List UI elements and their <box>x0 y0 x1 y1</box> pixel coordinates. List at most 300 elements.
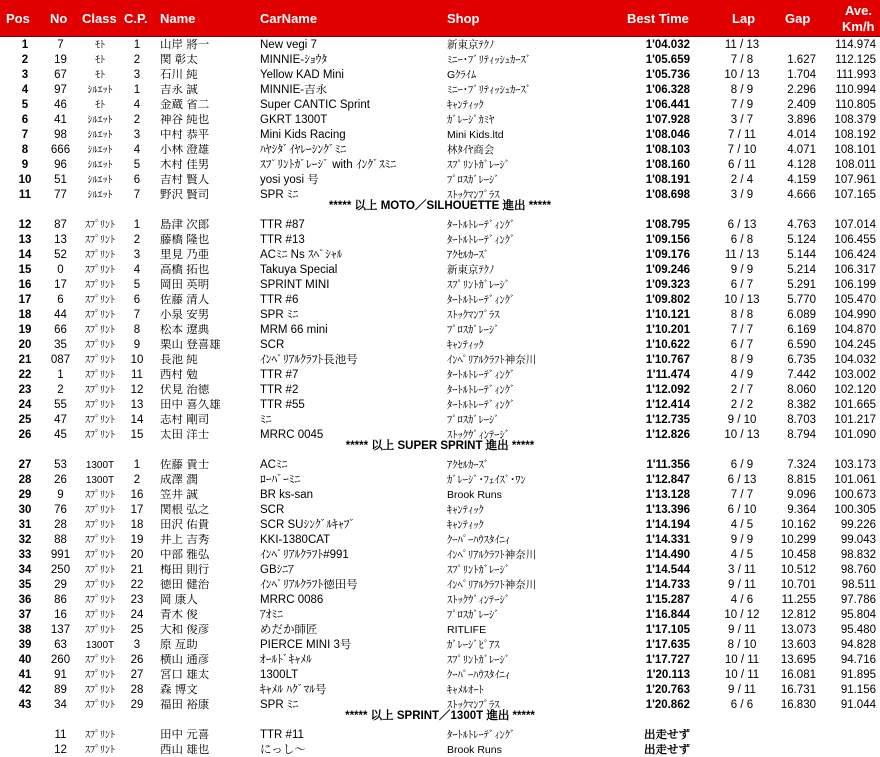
class-cell: ｼﾙｴｯﾄ <box>87 115 113 126</box>
position-cell: 38 <box>18 624 32 636</box>
average-speed-cell: 103.002 <box>834 369 876 381</box>
car-number-cell: 96 <box>54 159 67 171</box>
car-name-cell: ｽﾌﾟﾘﾝﾄｶﾞﾚｰｼﾞ with ｲﾝｸﾞｽﾐﾆ <box>260 159 397 171</box>
driver-name-cell: 中村 恭平 <box>160 129 210 141</box>
class-position-cell: 16 <box>130 489 144 501</box>
gap-cell: 9.096 <box>787 489 816 501</box>
best-time-cell: 1'08.698 <box>645 189 690 201</box>
driver-name-cell: 徳田 健治 <box>160 579 210 591</box>
class-position-cell: 6 <box>133 174 141 186</box>
header-pos: Pos <box>6 11 30 26</box>
header-shop: Shop <box>447 11 480 26</box>
driver-name-cell: 吉村 賢人 <box>160 174 210 186</box>
car-name-cell: ｲﾝﾍﾟﾘｱﾙｸﾗﾌﾄ徳田号 <box>260 579 358 591</box>
shop-cell: ｶﾞﾚｰｼﾞﾋﾟｱｽ <box>447 639 500 651</box>
class-cell: ｽﾌﾟﾘﾝﾄ <box>85 220 115 231</box>
average-speed-cell: 100.673 <box>834 489 876 501</box>
table-row <box>0 534 880 547</box>
driver-name-cell: 福田 裕康 <box>160 699 210 711</box>
best-time-cell: 1'06.328 <box>645 84 690 96</box>
class-cell: ｽﾌﾟﾘﾝﾄ <box>85 520 115 531</box>
average-speed-cell: 106.317 <box>834 264 876 276</box>
shop-cell: ｷｬﾝﾃｨｯｸ <box>447 99 484 111</box>
gap-cell: 8.703 <box>787 414 816 426</box>
header-best-time: Best Time <box>627 11 689 26</box>
class-position-cell: 3 <box>133 69 141 81</box>
table-row <box>0 114 880 127</box>
car-number-cell: 6 <box>57 294 64 306</box>
shop-cell: ｷｬﾝﾃｨｯｸ <box>447 519 484 531</box>
car-number-cell: 0 <box>57 264 64 276</box>
average-speed-cell: 108.101 <box>834 144 876 156</box>
average-speed-cell: 101.061 <box>834 474 876 486</box>
lap-cell: 7 / 11 <box>728 129 756 141</box>
gap-cell: 6.089 <box>787 309 816 321</box>
header-class: Class <box>82 11 117 26</box>
gap-cell: 13.073 <box>780 624 816 636</box>
best-time-cell: 1'08.191 <box>645 174 690 186</box>
best-time-cell: 1'10.201 <box>645 324 690 336</box>
car-number-cell: 12 <box>54 744 67 756</box>
class-position-cell: 9 <box>133 339 141 351</box>
shop-cell: ｽﾌﾟﾘﾝﾄｶﾞﾚｰｼﾞ <box>447 564 510 576</box>
car-number-cell: 29 <box>54 579 67 591</box>
car-name-cell: TTR #7 <box>260 369 299 381</box>
class-cell: ｼﾙｴｯﾄ <box>87 175 113 186</box>
separator-moto-silhouette <box>0 199 880 213</box>
table-row <box>0 504 880 517</box>
driver-name-cell: 成澤 潤 <box>160 474 198 486</box>
driver-name-cell: 青木 俊 <box>160 609 198 621</box>
table-row <box>0 144 880 157</box>
lap-cell: 8 / 9 <box>730 354 754 366</box>
position-cell: 25 <box>18 414 32 426</box>
driver-name-cell: 松本 遼典 <box>160 324 210 336</box>
position-cell: 42 <box>18 684 32 696</box>
average-speed-cell: 98.511 <box>841 579 876 591</box>
class-cell: ｽﾌﾟﾘﾝﾄ <box>85 565 115 576</box>
shop-cell: Brook Runs <box>447 744 502 756</box>
gap-cell: 5.144 <box>787 249 816 261</box>
class-position-cell: 17 <box>130 504 144 516</box>
car-name-cell: ﾛｰﾊﾞｰﾐﾆ <box>260 474 301 486</box>
class-position-cell: 27 <box>130 669 144 681</box>
car-name-cell: GKRT 1300T <box>260 114 328 126</box>
gap-cell: 10.512 <box>780 564 816 576</box>
best-time-cell: 1'09.246 <box>645 264 690 276</box>
lap-cell: 11 / 13 <box>724 249 760 261</box>
position-cell: 22 <box>18 369 32 381</box>
average-speed-cell: 97.786 <box>840 594 876 606</box>
average-speed-cell: 106.199 <box>834 279 876 291</box>
table-row <box>0 339 880 352</box>
average-speed-cell: 110.805 <box>835 99 876 111</box>
average-speed-cell: 108.011 <box>835 159 876 171</box>
header-carname: CarName <box>260 11 318 26</box>
class-cell: ｽﾌﾟﾘﾝﾄ <box>85 700 115 711</box>
car-name-cell: TTR #6 <box>260 294 299 306</box>
driver-name-cell: 田中 元喜 <box>160 729 210 741</box>
best-time-cell: 1'08.046 <box>645 129 690 141</box>
lap-cell: 3 / 7 <box>730 114 754 126</box>
class-cell: ｽﾌﾟﾘﾝﾄ <box>85 265 115 276</box>
shop-cell: ｱｸｾﾙｶｰｽﾞ <box>447 249 489 261</box>
car-name-cell: New vegi 7 <box>260 39 317 51</box>
car-name-cell: MRM 66 mini <box>260 324 328 336</box>
class-cell: ｽﾌﾟﾘﾝﾄ <box>85 745 115 756</box>
car-number-cell: 9 <box>57 489 64 501</box>
table-row <box>0 399 880 412</box>
lap-cell: 8 / 8 <box>730 309 754 321</box>
car-number-cell: 250 <box>50 564 71 576</box>
best-time-cell: 1'14.733 <box>645 579 690 591</box>
lap-cell: 3 / 11 <box>728 564 756 576</box>
lap-cell: 10 / 12 <box>724 609 760 621</box>
position-cell: 26 <box>18 429 32 441</box>
shop-cell: ﾌﾟﾛｽｶﾞﾚｰｼﾞ <box>447 414 500 426</box>
shop-cell: ﾌﾟﾛｽｶﾞﾚｰｼﾞ <box>447 609 500 621</box>
driver-name-cell: 中部 雅弘 <box>160 549 210 561</box>
car-name-cell: SPR ﾐﾆ <box>260 309 299 321</box>
car-name-cell: ｲﾝﾍﾟﾘｱﾙｸﾗﾌﾄ#991 <box>260 549 349 561</box>
best-time-cell: 1'14.544 <box>645 564 690 576</box>
table-row <box>0 324 880 337</box>
class-position-cell: 13 <box>130 399 144 411</box>
car-name-cell: ﾊﾔｼﾀﾞｲﾔﾚｰｼﾝｸﾞﾐﾆ <box>260 144 347 156</box>
table-row <box>0 234 880 247</box>
driver-name-cell: 井上 吉秀 <box>160 534 210 546</box>
gap-cell: 1.704 <box>787 69 816 81</box>
car-number-cell: 666 <box>50 144 71 156</box>
class-cell: ｽﾌﾟﾘﾝﾄ <box>85 490 115 501</box>
position-cell: 40 <box>18 654 32 666</box>
car-number-cell: 137 <box>50 624 71 636</box>
class-position-cell: 20 <box>130 549 144 561</box>
gap-cell: 11.255 <box>781 594 816 606</box>
best-time-cell: 1'06.441 <box>645 99 690 111</box>
class-position-cell: 12 <box>130 384 144 396</box>
average-speed-cell: 98.760 <box>840 564 876 576</box>
table-row <box>0 384 880 397</box>
driver-name-cell: 長池 純 <box>160 354 198 366</box>
class-position-cell: 2 <box>133 54 141 66</box>
table-row <box>0 594 880 607</box>
car-number-cell: 34 <box>54 699 67 711</box>
class-cell: ｽﾌﾟﾘﾝﾄ <box>85 235 115 246</box>
best-time-cell: 1'12.414 <box>645 399 690 411</box>
driver-name-cell: 森 博文 <box>160 684 198 696</box>
driver-name-cell: 田沢 佑貴 <box>160 519 210 531</box>
car-name-cell: SCR <box>260 339 285 351</box>
gap-cell: 10.299 <box>780 534 816 546</box>
class-position-cell: 1 <box>133 84 141 96</box>
shop-cell: ｽﾄｯｸｳﾞｨﾝﾃｰｼﾞ <box>447 429 510 441</box>
car-number-cell: 35 <box>54 339 67 351</box>
lap-cell: 2 / 2 <box>730 399 754 411</box>
shop-cell: ｷｬﾝﾃｨｯｸ <box>447 504 484 516</box>
position-cell: 11 <box>18 189 32 201</box>
driver-name-cell: 梅田 則行 <box>160 564 210 576</box>
position-cell: 2 <box>21 54 29 66</box>
car-number-cell: 88 <box>54 534 67 546</box>
car-number-cell: 2 <box>57 384 64 396</box>
class-position-cell: 23 <box>130 594 144 606</box>
class-position-cell: 7 <box>133 189 141 201</box>
best-time-cell: 1'04.032 <box>645 39 690 51</box>
average-speed-cell: 110.994 <box>835 84 876 96</box>
class-cell: ｽﾌﾟﾘﾝﾄ <box>85 670 115 681</box>
table-row <box>0 294 880 307</box>
driver-name-cell: 神谷 純也 <box>160 114 210 126</box>
best-time-cell: 1'14.331 <box>645 534 690 546</box>
lap-cell: 6 / 8 <box>730 234 754 246</box>
shop-cell: Gｸﾗｲﾑ <box>447 69 477 81</box>
class-cell: ｽﾌﾟﾘﾝﾄ <box>85 730 115 741</box>
class-position-cell: 1 <box>133 39 141 51</box>
gap-cell: 8.382 <box>787 399 816 411</box>
shop-cell: ﾀｰﾄﾙﾄﾚｰﾃﾞｨﾝｸﾞ <box>447 729 516 741</box>
car-name-cell: ｱｵﾐﾆ <box>260 609 283 621</box>
class-cell: ｽﾌﾟﾘﾝﾄ <box>85 610 115 621</box>
table-row <box>0 264 880 277</box>
class-position-cell: 1 <box>133 459 141 471</box>
car-name-cell: GBｼﾆｱ <box>260 564 294 576</box>
gap-cell: 4.763 <box>787 219 816 231</box>
driver-name-cell: 野沢 賢司 <box>160 189 210 201</box>
gap-cell: 4.128 <box>787 159 816 171</box>
average-speed-cell: 101.665 <box>834 399 876 411</box>
class-position-cell: 7 <box>133 309 141 321</box>
position-cell: 23 <box>18 384 32 396</box>
best-time-cell: 1'17.105 <box>645 624 690 636</box>
position-cell: 17 <box>18 294 32 306</box>
class-position-cell: 3 <box>133 129 141 141</box>
car-name-cell: KKI-1380CAT <box>260 534 331 546</box>
lap-cell: 9 / 11 <box>728 624 756 636</box>
best-time-cell: 1'07.928 <box>645 114 690 126</box>
driver-name-cell: 岡田 英明 <box>160 279 210 291</box>
car-name-cell: SPR ﾐﾆ <box>260 699 299 711</box>
table-row <box>0 654 880 667</box>
position-cell: 43 <box>18 699 32 711</box>
driver-name-cell: 大和 俊彦 <box>160 624 210 636</box>
average-speed-cell: 101.090 <box>834 429 876 441</box>
separator-text: ***** 以上 SUPER SPRINT 進出 ***** <box>345 440 535 452</box>
driver-name-cell: 佐藤 清人 <box>160 294 210 306</box>
class-position-cell: 29 <box>130 699 144 711</box>
best-time-cell: 1'10.767 <box>645 354 690 366</box>
best-time-cell: 1'08.160 <box>645 159 690 171</box>
average-speed-cell: 91.895 <box>840 669 876 681</box>
car-number-cell: 11 <box>54 729 67 741</box>
position-cell: 19 <box>18 324 32 336</box>
lap-cell: 9 / 10 <box>727 414 757 426</box>
best-time-cell: 出走せず <box>644 744 690 756</box>
gap-cell: 7.442 <box>787 369 816 381</box>
best-time-cell: 1'12.735 <box>645 414 690 426</box>
table-row <box>0 489 880 502</box>
shop-cell: ｽﾄｯｸﾏﾝﾌﾟﾗｽ <box>447 309 500 321</box>
gap-cell: 13.695 <box>780 654 816 666</box>
average-speed-cell: 112.125 <box>835 54 876 66</box>
class-cell: ｽﾌﾟﾘﾝﾄ <box>85 505 115 516</box>
driver-name-cell: 高橋 拓也 <box>160 264 210 276</box>
best-time-cell: 1'13.128 <box>645 489 690 501</box>
class-cell: ｽﾌﾟﾘﾝﾄ <box>85 415 115 426</box>
position-cell: 27 <box>18 459 32 471</box>
car-name-cell: PIERCE MINI 3号 <box>260 639 352 651</box>
lap-cell: 3 / 9 <box>730 189 754 201</box>
class-cell: ｼﾙｴｯﾄ <box>87 160 113 171</box>
shop-cell: ｶﾞﾚｰｼﾞｶﾐﾔ <box>447 114 495 126</box>
lap-cell: 6 / 6 <box>730 699 754 711</box>
class-position-cell: 19 <box>130 534 144 546</box>
driver-name-cell: 石川 純 <box>160 69 198 81</box>
class-position-cell: 26 <box>130 654 144 666</box>
lap-cell: 11 / 13 <box>724 39 760 51</box>
shop-cell: ﾀｰﾄﾙﾄﾚｰﾃﾞｨﾝｸﾞ <box>447 384 516 396</box>
driver-name-cell: 藤橋 隆也 <box>160 234 210 246</box>
position-cell: 20 <box>18 339 32 351</box>
class-cell: ｽﾌﾟﾘﾝﾄ <box>85 325 115 336</box>
lap-cell: 10 / 11 <box>724 669 760 681</box>
car-number-cell: 77 <box>54 189 67 201</box>
average-speed-cell: 101.217 <box>834 414 876 426</box>
position-cell: 16 <box>18 279 32 291</box>
class-cell: ﾓﾄ <box>95 55 105 66</box>
gap-cell: 6.590 <box>787 339 816 351</box>
position-cell: 32 <box>18 534 32 546</box>
position-cell: 35 <box>18 579 32 591</box>
position-cell: 21 <box>18 354 32 366</box>
header-ave-unit: Km/h <box>842 19 875 34</box>
driver-name-cell: 関根 弘之 <box>160 504 210 516</box>
class-cell: ｽﾌﾟﾘﾝﾄ <box>85 400 115 411</box>
shop-cell: ｽﾌﾟﾘﾝﾄｶﾞﾚｰｼﾞ <box>447 279 510 291</box>
car-number-cell: 45 <box>54 429 67 441</box>
gap-cell: 2.409 <box>787 99 816 111</box>
average-speed-cell: 107.165 <box>834 189 876 201</box>
shop-cell: ﾐﾆｰ･ﾌﾞﾘﾃｨｯｼｭｶｰｽﾞ <box>447 54 531 66</box>
class-cell: ｽﾌﾟﾘﾝﾄ <box>85 385 115 396</box>
shop-cell: ｽﾌﾟﾘﾝﾄｶﾞﾚｰｼﾞ <box>447 654 510 666</box>
class-cell: ﾓﾄ <box>95 40 105 51</box>
car-name-cell: にっし～ <box>260 744 306 756</box>
car-number-cell: 47 <box>54 414 67 426</box>
car-name-cell: TTR #11 <box>260 729 304 741</box>
car-number-cell: 86 <box>54 594 67 606</box>
shop-cell: ﾀｰﾄﾙﾄﾚｰﾃﾞｨﾝｸﾞ <box>447 294 516 306</box>
driver-name-cell: 栗山 登喜雄 <box>160 339 221 351</box>
position-cell: 8 <box>21 144 29 156</box>
gap-cell: 10.701 <box>780 579 816 591</box>
car-number-cell: 89 <box>54 684 67 696</box>
class-cell: ﾓﾄ <box>95 100 105 111</box>
driver-name-cell: 小泉 安男 <box>160 309 210 321</box>
gap-cell: 8.060 <box>787 384 816 396</box>
position-cell: 4 <box>21 84 29 96</box>
car-name-cell: ACﾐﾆ <box>260 459 288 471</box>
best-time-cell: 1'16.844 <box>645 609 690 621</box>
class-position-cell: 10 <box>130 354 144 366</box>
car-name-cell: Takuya Special <box>260 264 338 276</box>
position-cell: 10 <box>18 174 32 186</box>
class-position-cell: 2 <box>133 114 141 126</box>
car-number-cell: 97 <box>54 84 67 96</box>
car-number-cell: 91 <box>54 669 67 681</box>
shop-cell: ﾀｰﾄﾙﾄﾚｰﾃﾞｨﾝｸﾞ <box>447 399 516 411</box>
lap-cell: 4 / 6 <box>730 594 754 606</box>
class-position-cell: 4 <box>133 264 141 276</box>
class-position-cell: 25 <box>130 624 144 636</box>
position-cell: 24 <box>18 399 32 411</box>
gap-cell: 3.896 <box>787 114 816 126</box>
car-number-cell: 7 <box>57 39 64 51</box>
shop-cell: ﾀｰﾄﾙﾄﾚｰﾃﾞｨﾝｸﾞ <box>447 219 516 231</box>
shop-cell: ｽﾄｯｸﾏﾝﾌﾟﾗｽ <box>447 699 500 711</box>
table-row <box>0 354 880 367</box>
average-speed-cell: 104.032 <box>834 354 876 366</box>
shop-cell: ｸｰﾊﾟｰﾊｳｽﾀｲﾆｨ <box>447 534 510 546</box>
driver-name-cell: 田中 喜久雄 <box>160 399 221 411</box>
driver-name-cell: 金蔵 省二 <box>160 99 210 111</box>
driver-name-cell: 原 亙助 <box>160 639 198 651</box>
gap-cell: 2.296 <box>787 84 816 96</box>
shop-cell: ﾌﾟﾛｽｶﾞﾚｰｼﾞ <box>447 174 500 186</box>
average-speed-cell: 99.043 <box>840 534 876 546</box>
gap-cell: 9.364 <box>787 504 816 516</box>
lap-cell: 9 / 11 <box>728 579 756 591</box>
driver-name-cell: 太田 洋士 <box>160 429 210 441</box>
separator-text: ***** 以上 SPRINT／1300T 進出 ***** <box>345 710 535 722</box>
class-position-cell: 15 <box>130 429 144 441</box>
shop-cell: ﾀｰﾄﾙﾄﾚｰﾃﾞｨﾝｸﾞ <box>447 369 516 381</box>
driver-name-cell: 宮口 雄太 <box>160 669 210 681</box>
car-number-cell: 260 <box>50 654 71 666</box>
car-name-cell: yosi yosi 号 <box>260 174 319 186</box>
lap-cell: 7 / 9 <box>730 99 754 111</box>
position-cell: 29 <box>18 489 32 501</box>
car-name-cell: TTR #2 <box>260 384 299 396</box>
class-cell: ｼﾙｴｯﾄ <box>87 85 113 96</box>
gap-cell: 13.603 <box>780 639 816 651</box>
table-row <box>0 69 880 82</box>
car-name-cell: 1300LT <box>260 669 299 681</box>
best-time-cell: 1'20.113 <box>646 669 690 681</box>
average-speed-cell: 100.305 <box>834 504 876 516</box>
car-name-cell: TTR #87 <box>260 219 305 231</box>
class-cell: 1300T <box>85 475 115 486</box>
lap-cell: 7 / 7 <box>730 489 754 501</box>
class-position-cell: 11 <box>131 369 143 381</box>
gap-cell: 4.071 <box>787 144 816 156</box>
lap-cell: 2 / 4 <box>730 174 754 186</box>
table-header <box>0 0 880 37</box>
lap-cell: 10 / 13 <box>724 429 760 441</box>
gap-cell: 10.458 <box>780 549 816 561</box>
lap-cell: 7 / 7 <box>730 324 754 336</box>
lap-cell: 6 / 7 <box>730 339 754 351</box>
class-position-cell: 18 <box>130 519 144 531</box>
gap-cell: 5.770 <box>787 294 816 306</box>
best-time-cell: 1'10.121 <box>645 309 690 321</box>
gap-cell: 5.214 <box>787 264 816 276</box>
average-speed-cell: 103.173 <box>834 459 876 471</box>
car-number-cell: 13 <box>54 234 67 246</box>
car-number-cell: 98 <box>54 129 67 141</box>
best-time-cell: 1'08.103 <box>645 144 690 156</box>
gap-cell: 1.627 <box>787 54 816 66</box>
